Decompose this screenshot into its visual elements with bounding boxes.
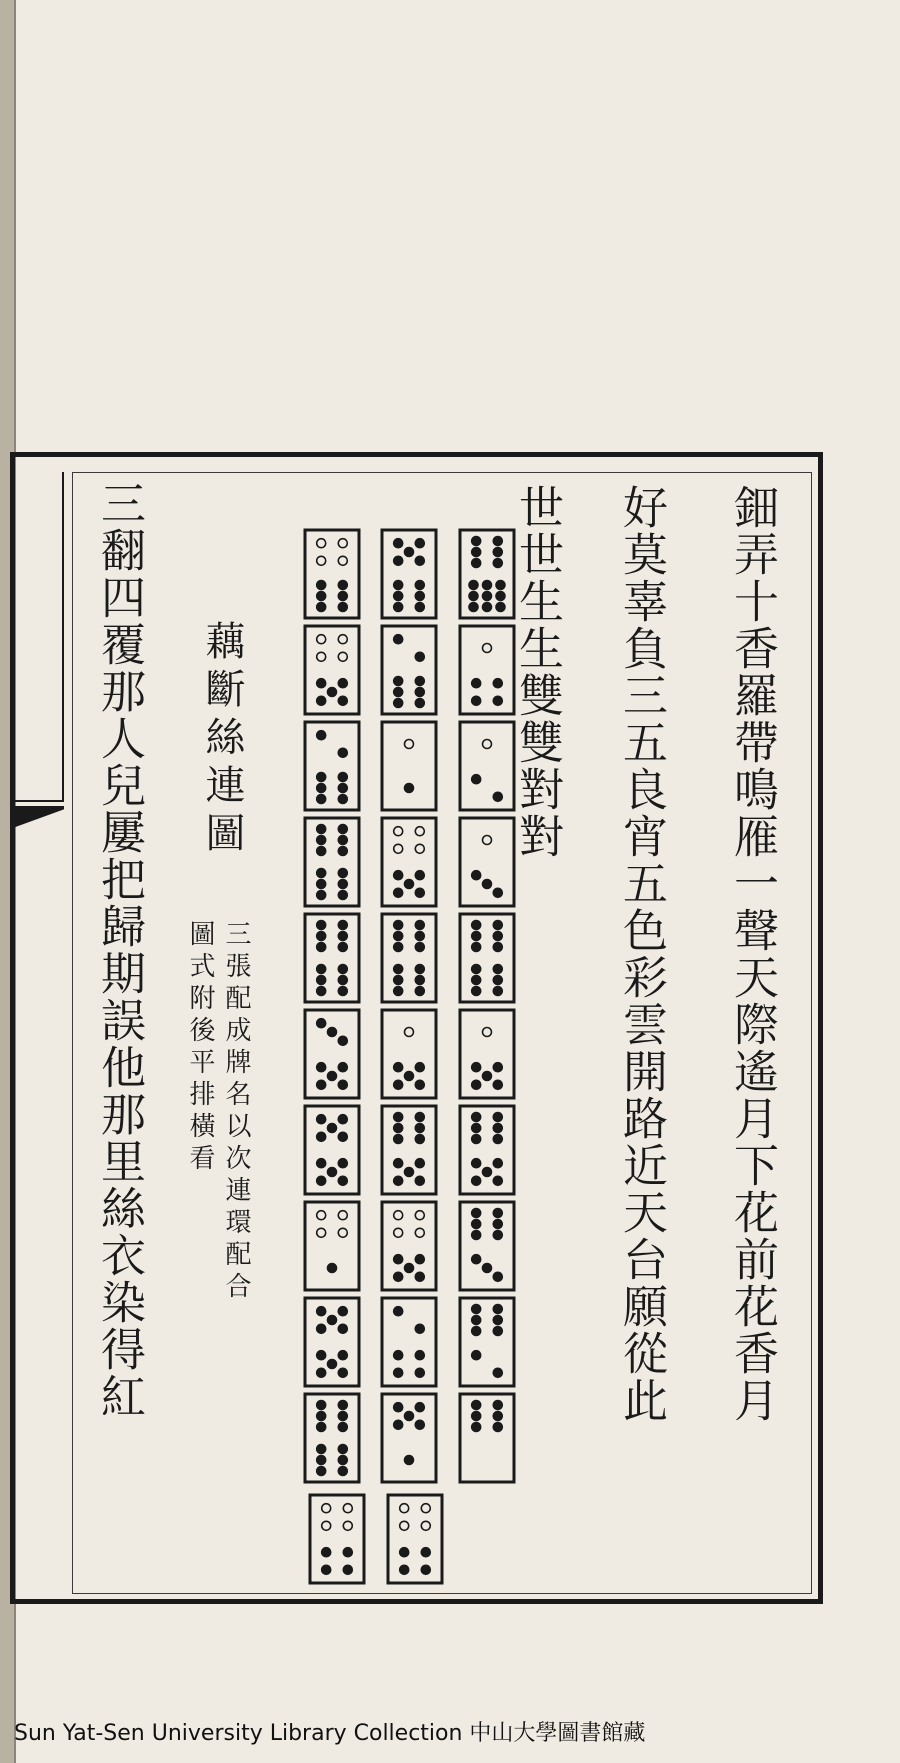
diagram-title: 藕斷絲連圖: [199, 620, 245, 860]
margin-title-box: [12, 472, 64, 802]
verse-column-3: 世世生生雙雙對對: [511, 484, 564, 860]
diagram-note-2: 圖式附後平排橫看: [185, 920, 215, 1176]
diagram-note-1: 三張配成牌名以次連環配合: [221, 920, 251, 1304]
fish-tail-mark: [12, 806, 64, 842]
verse-column-4: 三翻四覆那人兒屢把歸期誤他那里絲衣染得紅: [93, 480, 146, 1420]
verse-column-2: 好莫辜負三五良宵五色彩雲開路近天台願從此: [615, 484, 668, 1424]
text-area-rule: [72, 472, 812, 1594]
library-credit: Sun Yat-Sen University Library Collection 中山大學圖書館藏: [14, 1721, 646, 1746]
verse-column-1: 鈿弄十香羅帶鳴雁一聲天際遙月下花前花香月: [726, 484, 779, 1424]
